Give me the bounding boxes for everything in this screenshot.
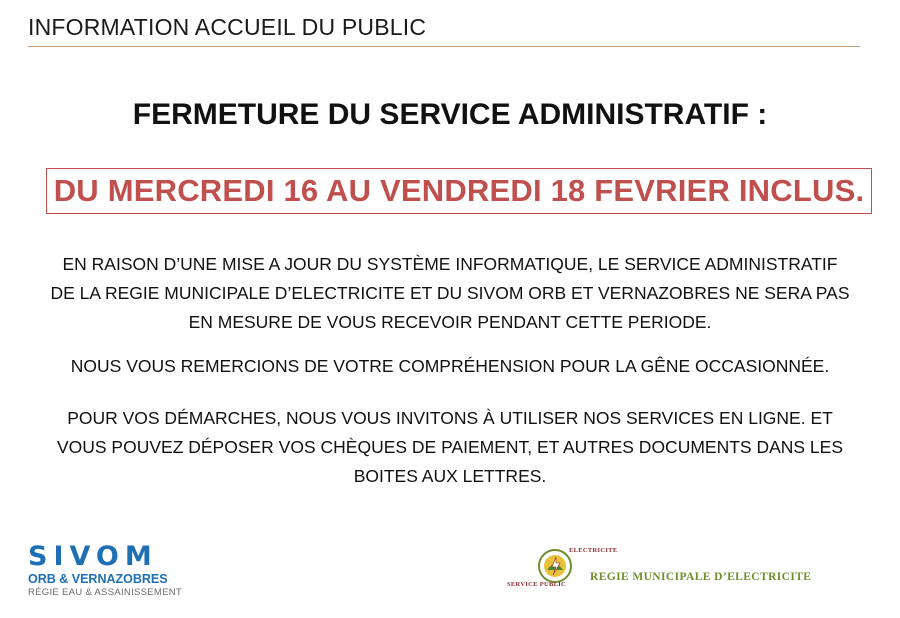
paragraph-thanks bbox=[20, 352, 880, 381]
regie-logo bbox=[507, 545, 847, 593]
closure-dates: DU MERCREDI 16 AU VENDREDI 18 FEVRIER INCLUS. bbox=[53, 173, 865, 208]
paragraph-line: EN RAISON D’UNE MISE A JOUR DU SYSTÈME INFORMATIQUE, LE SERVICE ADMINISTRATIF bbox=[62, 254, 838, 274]
closure-heading: FERMETURE DU SERVICE ADMINISTRATIF : bbox=[132, 98, 768, 131]
regie-top-label: ELECTRICITE bbox=[569, 547, 618, 554]
paragraph-line: VOUS POUVEZ DÉPOSER VOS CHÈQUES DE PAIEMENT, ET AUTRES DOCUMENTS DANS LES bbox=[56, 437, 844, 457]
paragraph-line: NOUS VOUS REMERCIONS DE VOTRE COMPRÉHENSION POUR LA GÊNE OCCASIONNÉE. bbox=[70, 356, 830, 376]
regie-emblem-icon bbox=[537, 548, 573, 584]
paragraph-online-services bbox=[20, 404, 880, 491]
sivom-logo bbox=[28, 543, 198, 599]
paragraph-line: POUR VOS DÉMARCHES, NOUS VOUS INVITONS À UTILISER NOS SERVICES EN LIGNE. ET bbox=[67, 408, 833, 428]
closure-dates-box bbox=[46, 168, 872, 214]
header-divider bbox=[28, 46, 860, 47]
sivom-logo-name: SIVOM bbox=[28, 541, 158, 572]
regie-bottom-label: SERVICE PUBLIC bbox=[507, 581, 567, 588]
paragraph-reason bbox=[20, 250, 880, 337]
regie-name: REGIE MUNICIPALE D’ELECTRICITE bbox=[590, 571, 812, 583]
paragraph-line: DE LA REGIE MUNICIPALE D’ELECTRICITE ET DU SIVOM ORB ET VERNAZOBRES NE SERA PAS bbox=[50, 283, 850, 303]
sivom-logo-subtitle: ORB & VERNAZOBRES bbox=[28, 572, 168, 586]
header-title: INFORMATION ACCUEIL DU PUBLIC bbox=[28, 14, 427, 40]
paragraph-line: BOITES AUX LETTRES. bbox=[353, 466, 547, 486]
paragraph-line: EN MESURE DE VOUS RECEVOIR PENDANT CETTE PERIODE. bbox=[188, 312, 712, 332]
sivom-logo-tagline: RÉGIE EAU & ASSAINISSEMENT bbox=[28, 587, 183, 598]
